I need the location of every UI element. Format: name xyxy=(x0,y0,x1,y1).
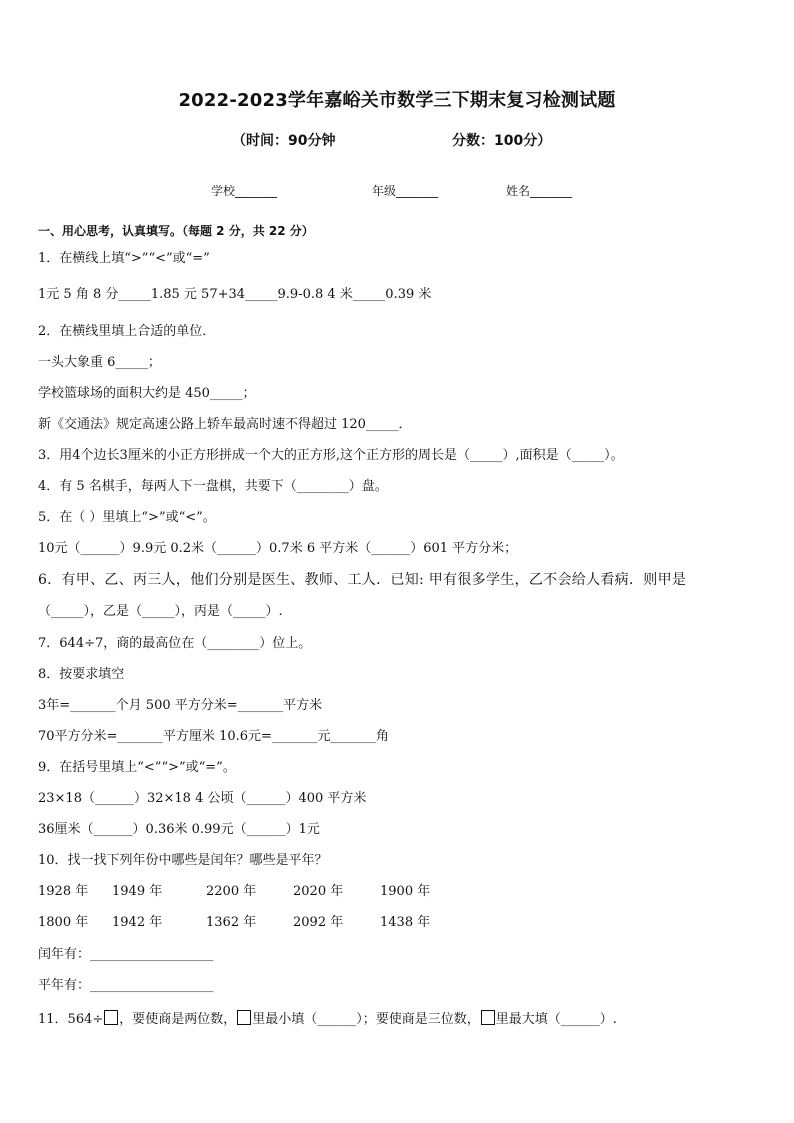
year-item: 2020 年 xyxy=(293,884,344,899)
section-heading: 一、用心思考，认真填写。（每题 2 分，共 22 分） xyxy=(38,224,314,238)
question-9: 9．在括号里填上“<”“>”或“=”。 xyxy=(38,760,236,775)
year-item: 1800 年 xyxy=(38,915,89,930)
year-item: 1942 年 xyxy=(112,915,163,930)
question-11-part-2: ，要使商是两位数， xyxy=(119,1012,237,1027)
year-item: 2092 年 xyxy=(293,915,344,930)
year-item: 2200 年 xyxy=(206,884,257,899)
question-11-part-4: 里最大填（______）. xyxy=(495,1012,617,1027)
question-3: 3．用4个边长3厘米的小正方形拼成一个大的正方形,这个正方形的周长是（_____）,面积是（_____）。 xyxy=(38,448,624,463)
question-8-items-1: 3年=_______个月 500 平方分米=_______平方米 xyxy=(38,698,323,713)
question-11-part-1: 11．564÷ xyxy=(38,1012,104,1027)
question-8: 8．按要求填空 xyxy=(38,667,125,682)
question-6-answers: （_____），乙是（_____），丙是（_____）. xyxy=(38,604,283,619)
question-11-part-3: 里最小填（______）；要使商是三位数， xyxy=(252,1012,480,1027)
blank-box xyxy=(481,1010,495,1025)
question-5: 5．在（ ）里填上“>”或“<”。 xyxy=(38,510,216,525)
question-4: 4．有 5 名棋手，每两人下一盘棋，共要下（________）盘。 xyxy=(38,479,388,494)
leap-years-answer: 闰年有：___________________ xyxy=(38,947,214,962)
school-field: 学校_______ xyxy=(211,184,278,198)
common-years-answer: 平年有：___________________ xyxy=(38,978,214,993)
grade-field: 年级_______ xyxy=(372,184,439,198)
year-item: 1928 年 xyxy=(38,884,89,899)
question-11 xyxy=(38,1010,764,1028)
year-item: 1900 年 xyxy=(380,884,431,899)
question-2: 2．在横线里填上合适的单位． xyxy=(38,324,216,339)
question-6: 6．有甲、乙、丙三人，他们分别是医生、教师、工人．已知: 甲有很多学生，乙不会给人看病．则甲是 xyxy=(38,572,687,588)
question-7: 7．644÷7，商的最高位在（________）位上。 xyxy=(38,636,312,651)
blank-box xyxy=(237,1010,251,1025)
question-5-items: 10元（______）9.9元 0.2米（______）0.7米 6 平方米（______）601 平方分米； xyxy=(38,541,518,556)
question-9-items-2: 36厘米（______）0.36米 0.99元（______）1元 xyxy=(38,822,320,837)
question-8-items-2: 70平方分米=_______平方厘米 10.6元=_______元_______角 xyxy=(38,729,389,744)
year-item: 1949 年 xyxy=(112,884,163,899)
question-1: 1．在横线上填“>”“<”或“=” xyxy=(38,251,210,266)
question-9-items-1: 23×18（______）32×18 4 公顷（______）400 平方米 xyxy=(38,791,367,806)
name-field: 姓名_______ xyxy=(506,184,573,198)
year-item: 1438 年 xyxy=(380,915,431,930)
question-2-item-2: 学校篮球场的面积大约是 450_____； xyxy=(38,386,256,401)
year-item: 1362 年 xyxy=(206,915,257,930)
exam-score: 分数：100分） xyxy=(452,133,552,149)
question-1-items: 1元 5 角 8 分_____1.85 元 57+34_____9.9-0.8 4 米_____0.39 米 xyxy=(38,287,432,302)
exam-time: （时间：90分钟 xyxy=(232,133,336,149)
question-2-item-3: 新《交通法》规定高速公路上轿车最高时速不得超过 120_____． xyxy=(38,417,412,432)
question-10: 10．找一找下列年份中哪些是闰年？哪些是平年？ xyxy=(38,853,328,868)
question-2-item-1: 一头大象重 6_____； xyxy=(38,355,161,370)
blank-box xyxy=(104,1010,118,1025)
page-title: 2022-2023学年嘉峪关市数学三下期末复习检测试题 xyxy=(178,90,616,111)
